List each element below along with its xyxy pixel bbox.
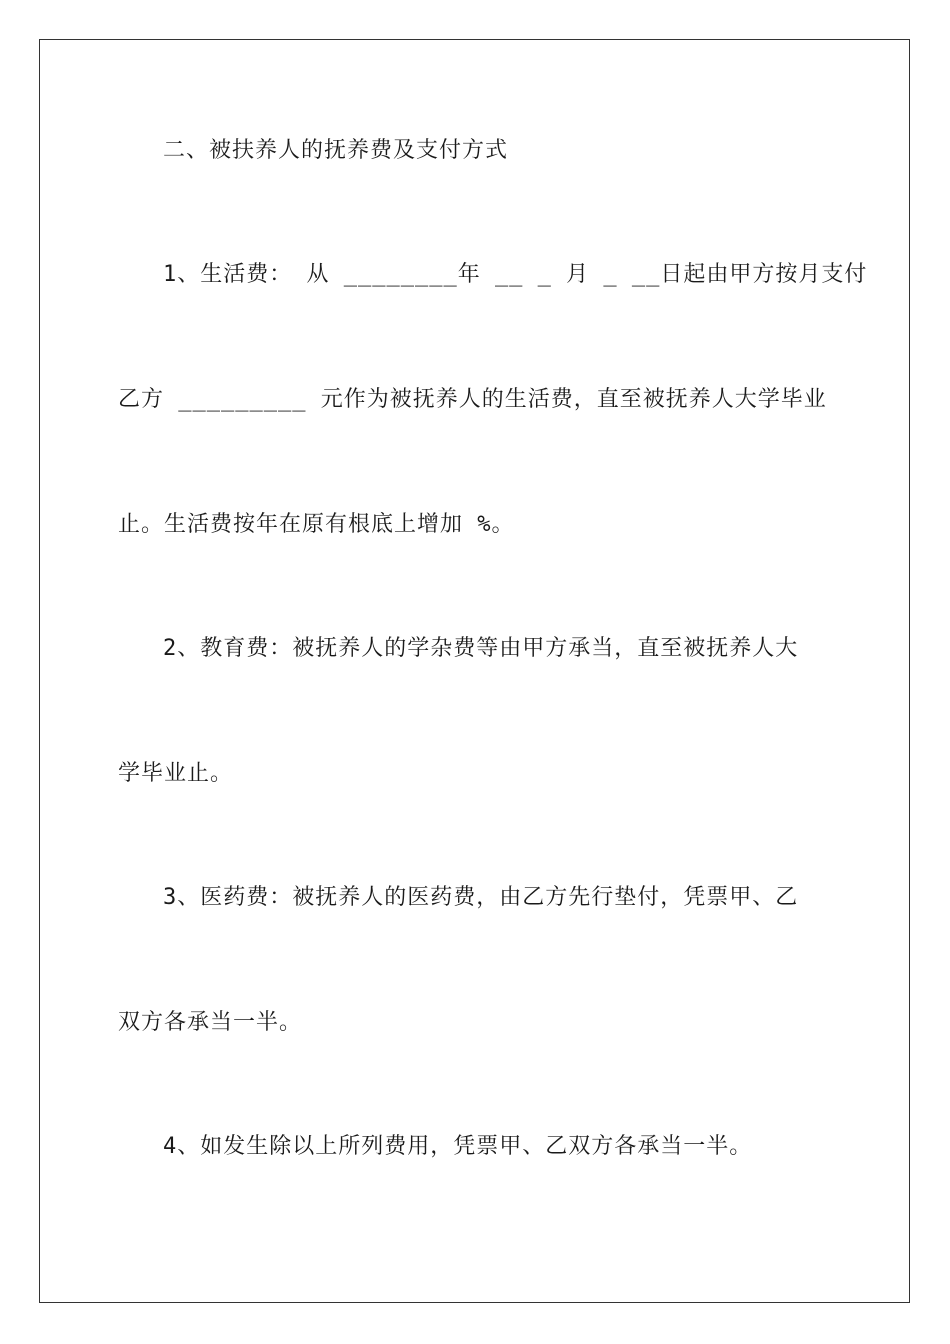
paragraph-line: 乙方 _________ 元作为被抚养人的生活费，直至被抚养人大学毕业 — [118, 387, 827, 412]
section-heading: 二、被扶养人的抚养费及支付方式 — [163, 138, 509, 163]
paragraph-line: 学毕业止。 — [118, 761, 234, 786]
page-frame — [39, 39, 910, 1303]
paragraph-line: 双方各承当一半。 — [118, 1010, 303, 1035]
paragraph-line: 1、生活费： 从 ________年 __ _ 月 _ __日起由甲方按月支付 — [163, 262, 868, 287]
paragraph-line: 2、教育费：被抚养人的学杂费等由甲方承当，直至被抚养人大 — [163, 636, 799, 661]
paragraph-line: 4、如发生除以上所列费用，凭票甲、乙双方各承当一半。 — [163, 1134, 753, 1159]
paragraph-line: 3、医药费：被抚养人的医药费，由乙方先行垫付，凭票甲、乙 — [163, 885, 799, 910]
paragraph-line: 止。生活费按年在原有根底上增加 %。 — [118, 512, 515, 537]
